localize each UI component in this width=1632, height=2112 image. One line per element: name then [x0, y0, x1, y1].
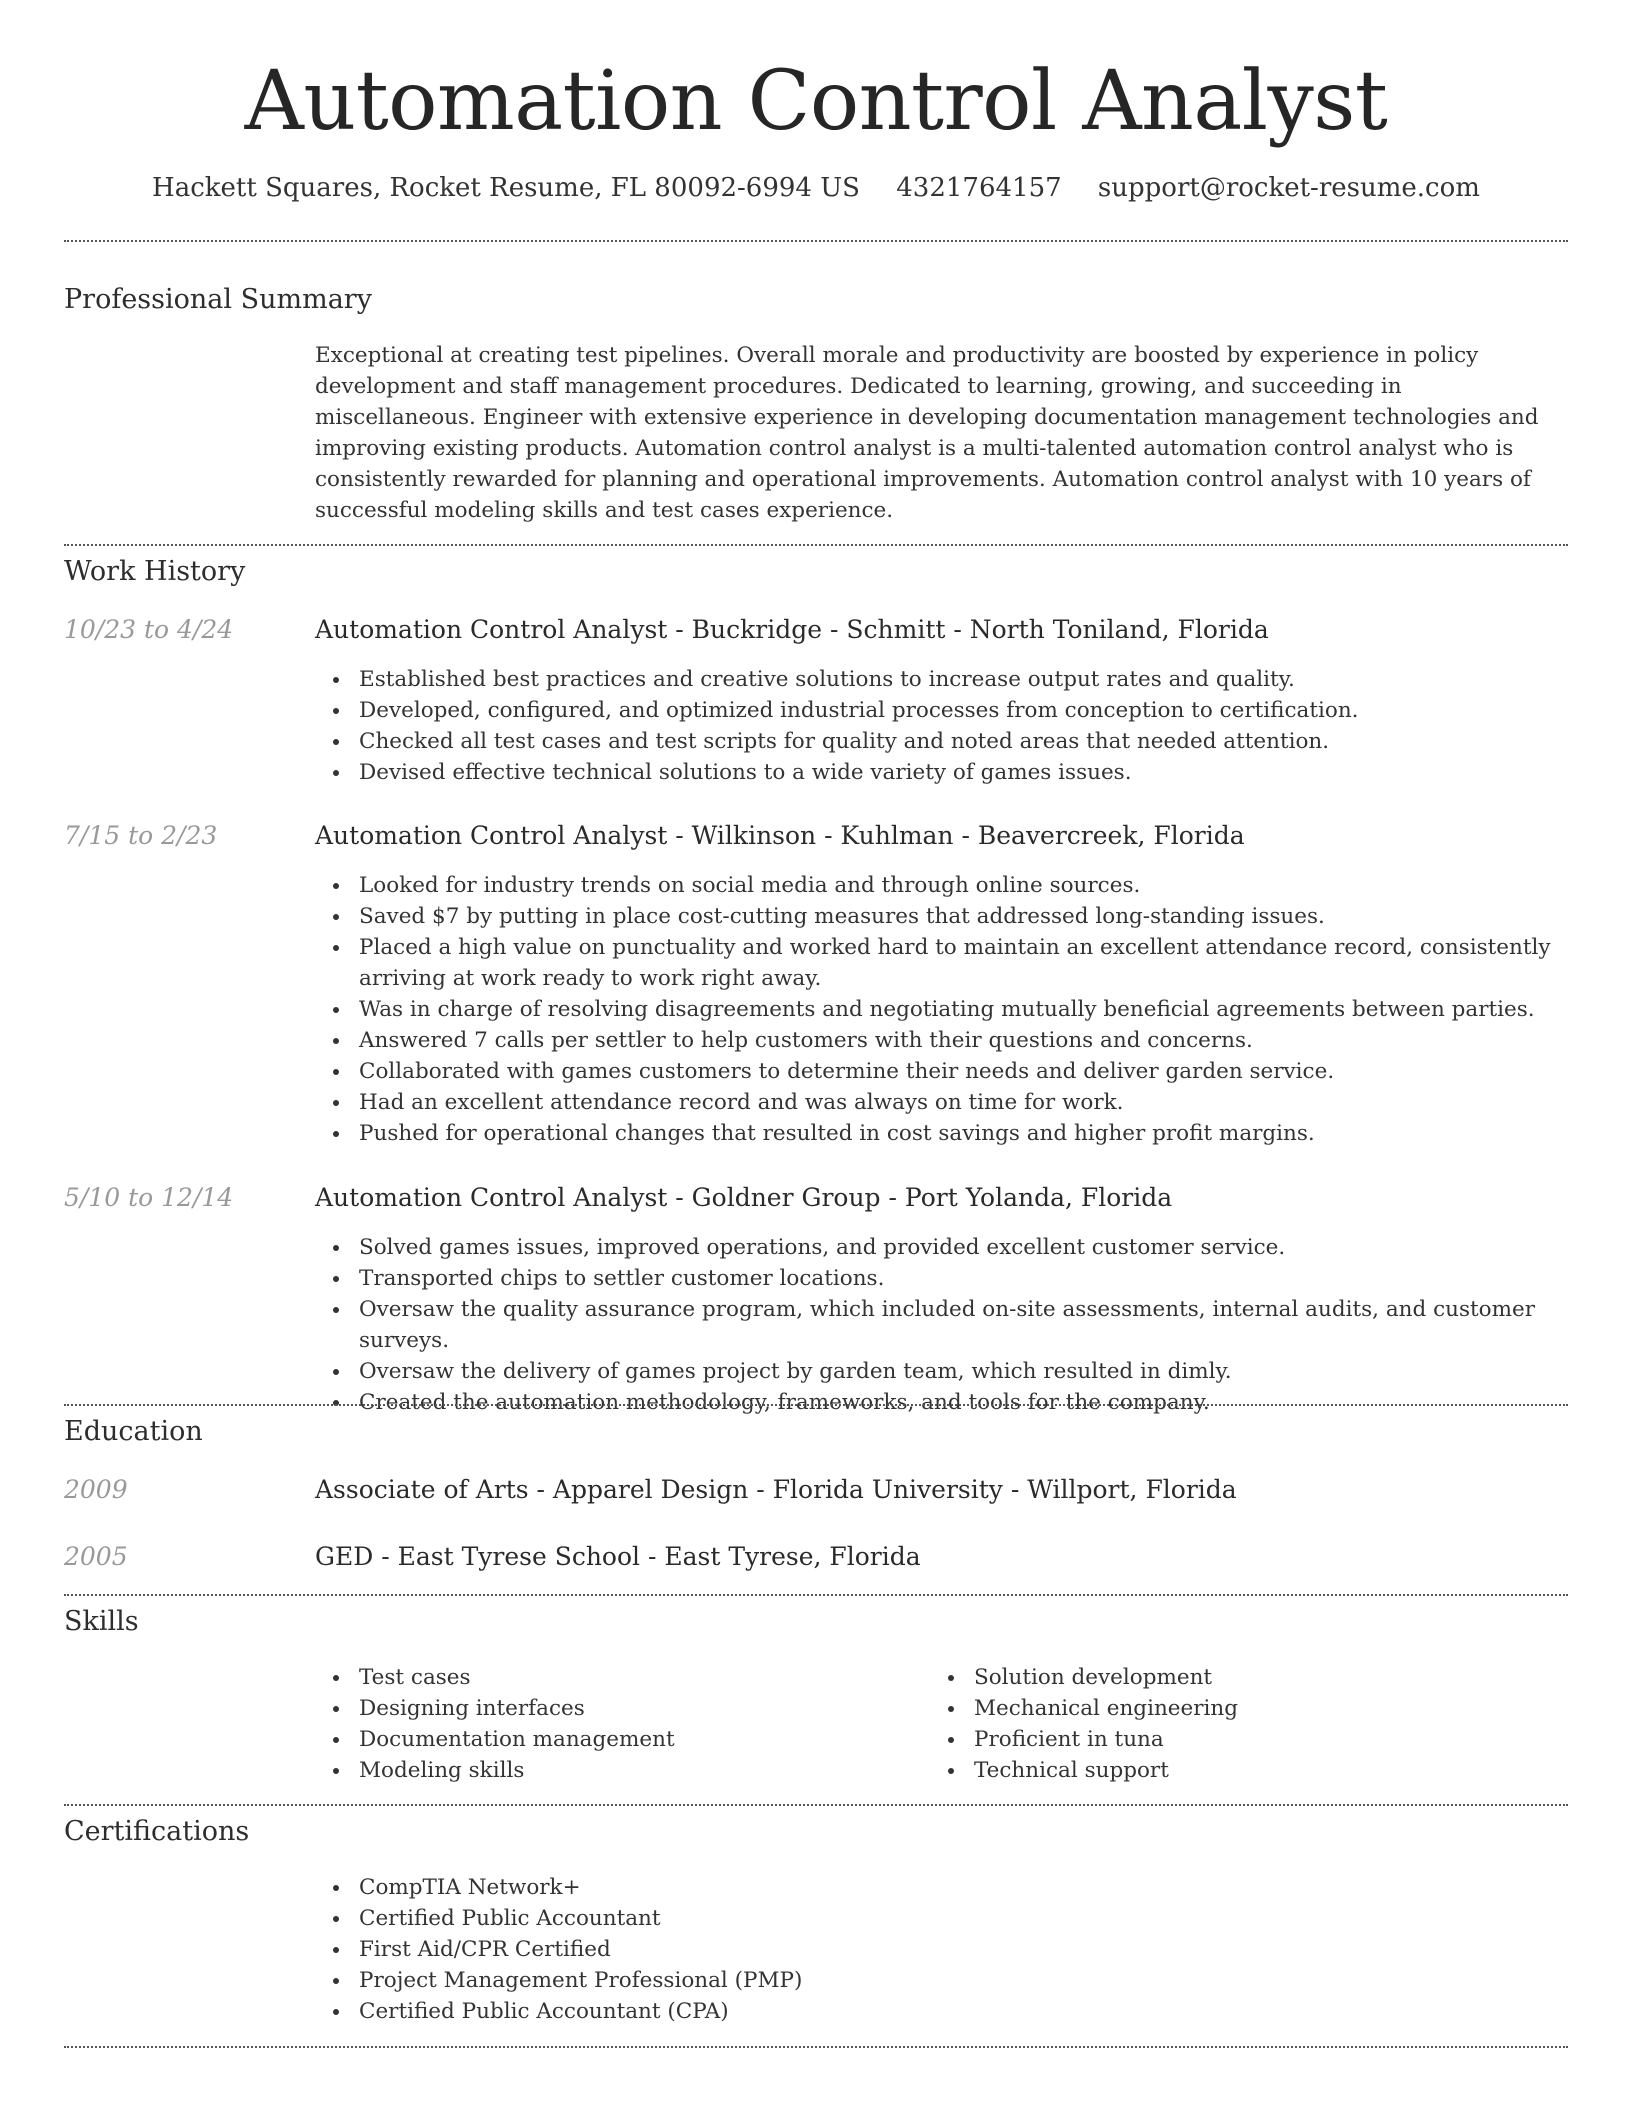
certification-item: First Aid/CPR Certified	[315, 1934, 1565, 1965]
contact-address: Hackett Squares, Rocket Resume, FL 80092-6994 US	[152, 173, 860, 203]
skill-item: Mechanical engineering	[930, 1693, 1490, 1724]
job-bullet: Oversaw the quality assurance program, which included on-site assessments, internal audits, and customer surveys.	[315, 1294, 1565, 1356]
education-entry: Associate of Arts - Apparel Design - Florida University - Willport, Florida	[315, 1475, 1237, 1504]
job-bullet: Was in charge of resolving disagreements and negotiating mutually beneficial agreements between parties.	[315, 994, 1565, 1025]
job-bullet: Placed a high value on punctuality and worked hard to maintain an excellent attendance record, consistently arriving at work ready to work right away.	[315, 932, 1565, 994]
job-bullet: Created the automation methodology, frameworks, and tools for the company.	[315, 1387, 1565, 1418]
certification-item: CompTIA Network+	[315, 1872, 1565, 1903]
job-bullet: Devised effective technical solutions to a wide variety of games issues.	[315, 757, 1565, 788]
certifications-list	[315, 1872, 1565, 2027]
education-year: 2005	[64, 1542, 128, 1571]
job-dates: 7/15 to 2/23	[64, 821, 218, 850]
skills-list-left	[315, 1662, 875, 1786]
divider-certifications	[64, 2046, 1568, 2048]
job-bullets	[315, 664, 1565, 788]
skill-item: Designing interfaces	[315, 1693, 875, 1724]
summary-text: Exceptional at creating test pipelines. Overall morale and productivity are boosted by experience in policy development and staff management procedures. Dedicated to learning, growing, and succeeding in miscellaneous. Engineer with extensive experience in developing documentation management technologies and improving existing products. Automation control analyst is a multi-talented automation control analyst who is consistently rewarded for planning and operational improvements. Automation control analyst with 10 years of successful modeling skills and test cases experience.	[315, 343, 1539, 523]
job-bullets	[315, 870, 1565, 1149]
section-title-work: Work History	[64, 556, 246, 587]
divider-summary	[64, 544, 1568, 546]
job-bullet: Had an excellent attendance record and was always on time for work.	[315, 1087, 1565, 1118]
section-title-skills: Skills	[64, 1606, 139, 1637]
education-entry: GED - East Tyrese School - East Tyrese, Florida	[315, 1542, 921, 1571]
education-year: 2009	[64, 1475, 128, 1504]
job-bullet: Pushed for operational changes that resulted in cost savings and higher profit margins.	[315, 1118, 1565, 1149]
certification-item: Certified Public Accountant (CPA)	[315, 1996, 1565, 2027]
job-bullet: Collaborated with games customers to determine their needs and deliver garden service.	[315, 1056, 1565, 1087]
job-bullet: Answered 7 calls per settler to help customers with their questions and concerns.	[315, 1025, 1565, 1056]
contact-phone: 4321764157	[896, 173, 1062, 203]
job-dates: 10/23 to 4/24	[64, 615, 234, 644]
divider-skills	[64, 1804, 1568, 1806]
job-bullet: Transported chips to settler customer locations.	[315, 1263, 1565, 1294]
resume-name: Automation Control Analyst	[244, 54, 1388, 149]
section-title-certifications: Certifications	[64, 1816, 250, 1847]
divider-work	[64, 1404, 1568, 1406]
job-title: Automation Control Analyst - Goldner Group - Port Yolanda, Florida	[315, 1183, 1173, 1212]
skill-item: Documentation management	[315, 1724, 875, 1755]
contact-email: support@rocket-resume.com	[1097, 173, 1480, 203]
certification-item: Certified Public Accountant	[315, 1903, 1565, 1934]
job-dates: 5/10 to 12/14	[64, 1183, 234, 1212]
divider-education	[64, 1594, 1568, 1596]
job-bullet: Checked all test cases and test scripts for quality and noted areas that needed attention.	[315, 726, 1565, 757]
job-title: Automation Control Analyst - Wilkinson - Kuhlman - Beavercreek, Florida	[315, 821, 1245, 850]
skill-item: Test cases	[315, 1662, 875, 1693]
skills-list-right	[930, 1662, 1490, 1786]
skill-item: Modeling skills	[315, 1755, 875, 1786]
skill-item: Technical support	[930, 1755, 1490, 1786]
job-bullet: Established best practices and creative solutions to increase output rates and quality.	[315, 664, 1565, 695]
divider-header	[64, 240, 1568, 242]
job-title: Automation Control Analyst - Buckridge - Schmitt - North Toniland, Florida	[315, 615, 1269, 644]
skill-item: Proficient in tuna	[930, 1724, 1490, 1755]
job-bullet: Developed, configured, and optimized industrial processes from conception to certification.	[315, 695, 1565, 726]
job-bullet: Looked for industry trends on social media and through online sources.	[315, 870, 1565, 901]
skill-item: Solution development	[930, 1662, 1490, 1693]
certification-item: Project Management Professional (PMP)	[315, 1965, 1565, 1996]
job-bullet: Solved games issues, improved operations, and provided excellent customer service.	[315, 1232, 1565, 1263]
contact-line	[0, 170, 1632, 206]
section-title-education: Education	[64, 1416, 203, 1447]
job-bullets	[315, 1232, 1565, 1418]
job-bullet: Saved $7 by putting in place cost-cutting measures that addressed long-standing issues.	[315, 901, 1565, 932]
job-bullet: Oversaw the delivery of games project by garden team, which resulted in dimly.	[315, 1356, 1565, 1387]
section-title-summary: Professional Summary	[64, 284, 372, 315]
